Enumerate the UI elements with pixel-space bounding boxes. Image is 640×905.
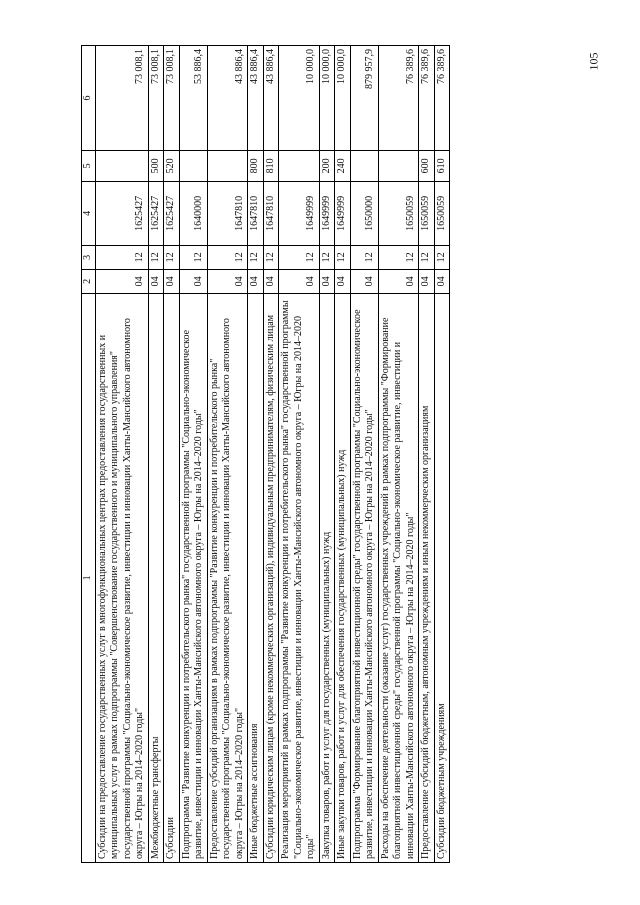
- row-subsection-cell: 12: [148, 245, 164, 269]
- row-amount-cell: 43 886,4: [248, 46, 264, 151]
- row-section-cell: 04: [179, 269, 207, 293]
- row-section-cell: 04: [95, 269, 148, 293]
- row-subsection-cell: 12: [419, 245, 435, 269]
- row-expense-type-cell: 240: [335, 150, 351, 181]
- row-subsection-cell: 12: [279, 245, 320, 269]
- row-amount-cell: 10 000,0: [279, 46, 320, 151]
- row-expense-type-cell: 200: [319, 150, 335, 181]
- table-row: [263, 46, 279, 863]
- row-expense-type-cell: [207, 150, 248, 181]
- row-expense-type-cell: [350, 150, 378, 181]
- row-subsection-cell: 12: [434, 245, 450, 269]
- row-target-article-cell: 1650000: [350, 181, 378, 245]
- row-target-article-cell: 1649999: [279, 181, 320, 245]
- budget-table: [81, 45, 450, 863]
- row-amount-cell: 10 000,0: [319, 46, 335, 151]
- row-target-article-cell: 1649999: [319, 181, 335, 245]
- row-subsection-cell: 12: [335, 245, 351, 269]
- table-row: [95, 46, 148, 863]
- row-name-cell: Субсидии бюджетным учреждениям: [434, 293, 450, 862]
- row-target-article-cell: 1625427: [164, 181, 180, 245]
- row-target-article-cell: 1647810: [207, 181, 248, 245]
- row-name-cell: Субсидии юридическим лицам (кроме некоммерческих организаций), индивидуальным предпринимателям, физическим лицам: [263, 293, 279, 862]
- row-subsection-cell: 12: [95, 245, 148, 269]
- page-number-text: 105: [586, 52, 601, 70]
- row-amount-cell: 43 886,4: [263, 46, 279, 151]
- row-subsection-cell: 12: [319, 245, 335, 269]
- row-expense-type-cell: [378, 150, 419, 181]
- header-col-3: 3: [82, 245, 96, 269]
- row-target-article-cell: 1625427: [148, 181, 164, 245]
- table-body: [95, 46, 450, 863]
- header-col-6: 6: [82, 46, 96, 151]
- row-section-cell: 04: [164, 269, 180, 293]
- row-expense-type-cell: 500: [148, 150, 164, 181]
- rotated-table-wrapper: [81, 45, 632, 863]
- row-expense-type-cell: [179, 150, 207, 181]
- header-col-1: 1: [82, 293, 96, 862]
- row-subsection-cell: 12: [207, 245, 248, 269]
- row-amount-cell: 73 008,1: [164, 46, 180, 151]
- row-section-cell: 04: [378, 269, 419, 293]
- row-amount-cell: 53 886,4: [179, 46, 207, 151]
- row-target-article-cell: 1640000: [179, 181, 207, 245]
- row-name-cell: Субсидии на предоставление государственных услуг в многофункциональных центрах предоставления государственных и муниципальных услуг в рамках подпрограммы "Совершенствование государственного и муниципального управления" государственной программы "Социально-экономическое развитие, инвестиции и инновации Ханты-Мансийского автономного округа – Югры на 2014–2020 годы": [95, 293, 148, 862]
- row-amount-cell: 76 389,6: [419, 46, 435, 151]
- row-name-cell: Предоставление субсидий организациям в рамках подпрограммы "Развитие конкуренции и потребительского рынка" государственной программы "Социально-экономическое развитие, инвестиции и инновации Ханты-Мансийского автономного округа – Югры на 2014–2020 годы": [207, 293, 248, 862]
- row-target-article-cell: 1647810: [248, 181, 264, 245]
- header-col-5: 5: [82, 150, 96, 181]
- row-subsection-cell: 12: [248, 245, 264, 269]
- table-row: [248, 46, 264, 863]
- row-name-cell: Закупка товаров, работ и услуг для государственных (муниципальных) нужд: [319, 293, 335, 862]
- row-amount-cell: 10 000,0: [335, 46, 351, 151]
- table-row: [434, 46, 450, 863]
- header-row: [82, 46, 96, 863]
- table-row: [148, 46, 164, 863]
- row-name-cell: Реализация мероприятий в рамках подпрограммы "Развитие конкуренции и потребительского рынка" государственной программы "Социально-экономическое развитие, инвестиции и инновации Ханты-Мансийского автономного округа – Югры на 2014–2020 годы": [279, 293, 320, 862]
- row-section-cell: 04: [419, 269, 435, 293]
- row-expense-type-cell: [95, 150, 148, 181]
- row-target-article-cell: 1650059: [378, 181, 419, 245]
- row-section-cell: 04: [434, 269, 450, 293]
- row-name-cell: Иные закупки товаров, работ и услуг для обеспечения государственных (муниципальных) нужд: [335, 293, 351, 862]
- row-section-cell: 04: [350, 269, 378, 293]
- row-name-cell: Субсидии: [164, 293, 180, 862]
- row-amount-cell: 76 389,6: [434, 46, 450, 151]
- row-expense-type-cell: 800: [248, 150, 264, 181]
- row-target-article-cell: 1649999: [335, 181, 351, 245]
- row-target-article-cell: 1647810: [263, 181, 279, 245]
- row-section-cell: 04: [319, 269, 335, 293]
- row-amount-cell: 73 008,1: [148, 46, 164, 151]
- row-section-cell: 04: [263, 269, 279, 293]
- row-expense-type-cell: 600: [419, 150, 435, 181]
- table-row: [350, 46, 378, 863]
- row-section-cell: 04: [148, 269, 164, 293]
- row-target-article-cell: 1650059: [434, 181, 450, 245]
- row-section-cell: 04: [207, 269, 248, 293]
- header-col-4: 4: [82, 181, 96, 245]
- table-row: [179, 46, 207, 863]
- row-expense-type-cell: 610: [434, 150, 450, 181]
- row-subsection-cell: 12: [164, 245, 180, 269]
- row-target-article-cell: 1625427: [95, 181, 148, 245]
- row-name-cell: Подпрограмма "Формирование благоприятной инвестиционной среды" государственной программы "Социально-экономическое развитие, инвестиции и инновации Ханты-Мансийского автономного округа – Югры на 2014–2020 годы": [350, 293, 378, 862]
- table-row: [207, 46, 248, 863]
- row-expense-type-cell: 810: [263, 150, 279, 181]
- table-row: [335, 46, 351, 863]
- row-name-cell: Расходы на обеспечение деятельности (оказание услуг) государственных учреждений в рамках подпрограммы "Формирование благоприятной инвестиционной среды" государственной программы "Социально-экономическое развитие, инвестиции и инновации Ханты-Мансийского автономного округа – Югры на 2014–2020 годы": [378, 293, 419, 862]
- table-row: [319, 46, 335, 863]
- row-section-cell: 04: [335, 269, 351, 293]
- row-name-cell: Подпрограмма "Развитие конкуренции и потребительского рынка" государственной программы "Социально-экономическое развитие, инвестиции и инновации Ханты-Мансийского автономного округа – Югры на 2014–2020 годы": [179, 293, 207, 862]
- table-row: [279, 46, 320, 863]
- row-amount-cell: 879 957,9: [350, 46, 378, 151]
- rotated-page-stage: [81, 45, 632, 863]
- row-section-cell: 04: [248, 269, 264, 293]
- table-row: [164, 46, 180, 863]
- row-section-cell: 04: [279, 269, 320, 293]
- row-subsection-cell: 12: [350, 245, 378, 269]
- row-amount-cell: 76 389,6: [378, 46, 419, 151]
- table-row: [419, 46, 435, 863]
- row-name-cell: Предоставление субсидий бюджетным, автономным учреждениям и иным некоммерческим организациям: [419, 293, 435, 862]
- row-expense-type-cell: 520: [164, 150, 180, 181]
- row-subsection-cell: 12: [378, 245, 419, 269]
- row-subsection-cell: 12: [263, 245, 279, 269]
- header-col-2: 2: [82, 269, 96, 293]
- table-row: [378, 46, 419, 863]
- row-expense-type-cell: [279, 150, 320, 181]
- row-amount-cell: 43 886,4: [207, 46, 248, 151]
- row-name-cell: Иные бюджетные ассигнования: [248, 293, 264, 862]
- row-target-article-cell: 1650059: [419, 181, 435, 245]
- row-amount-cell: 73 008,1: [95, 46, 148, 151]
- row-subsection-cell: 12: [179, 245, 207, 269]
- row-name-cell: Межбюджетные трансферты: [148, 293, 164, 862]
